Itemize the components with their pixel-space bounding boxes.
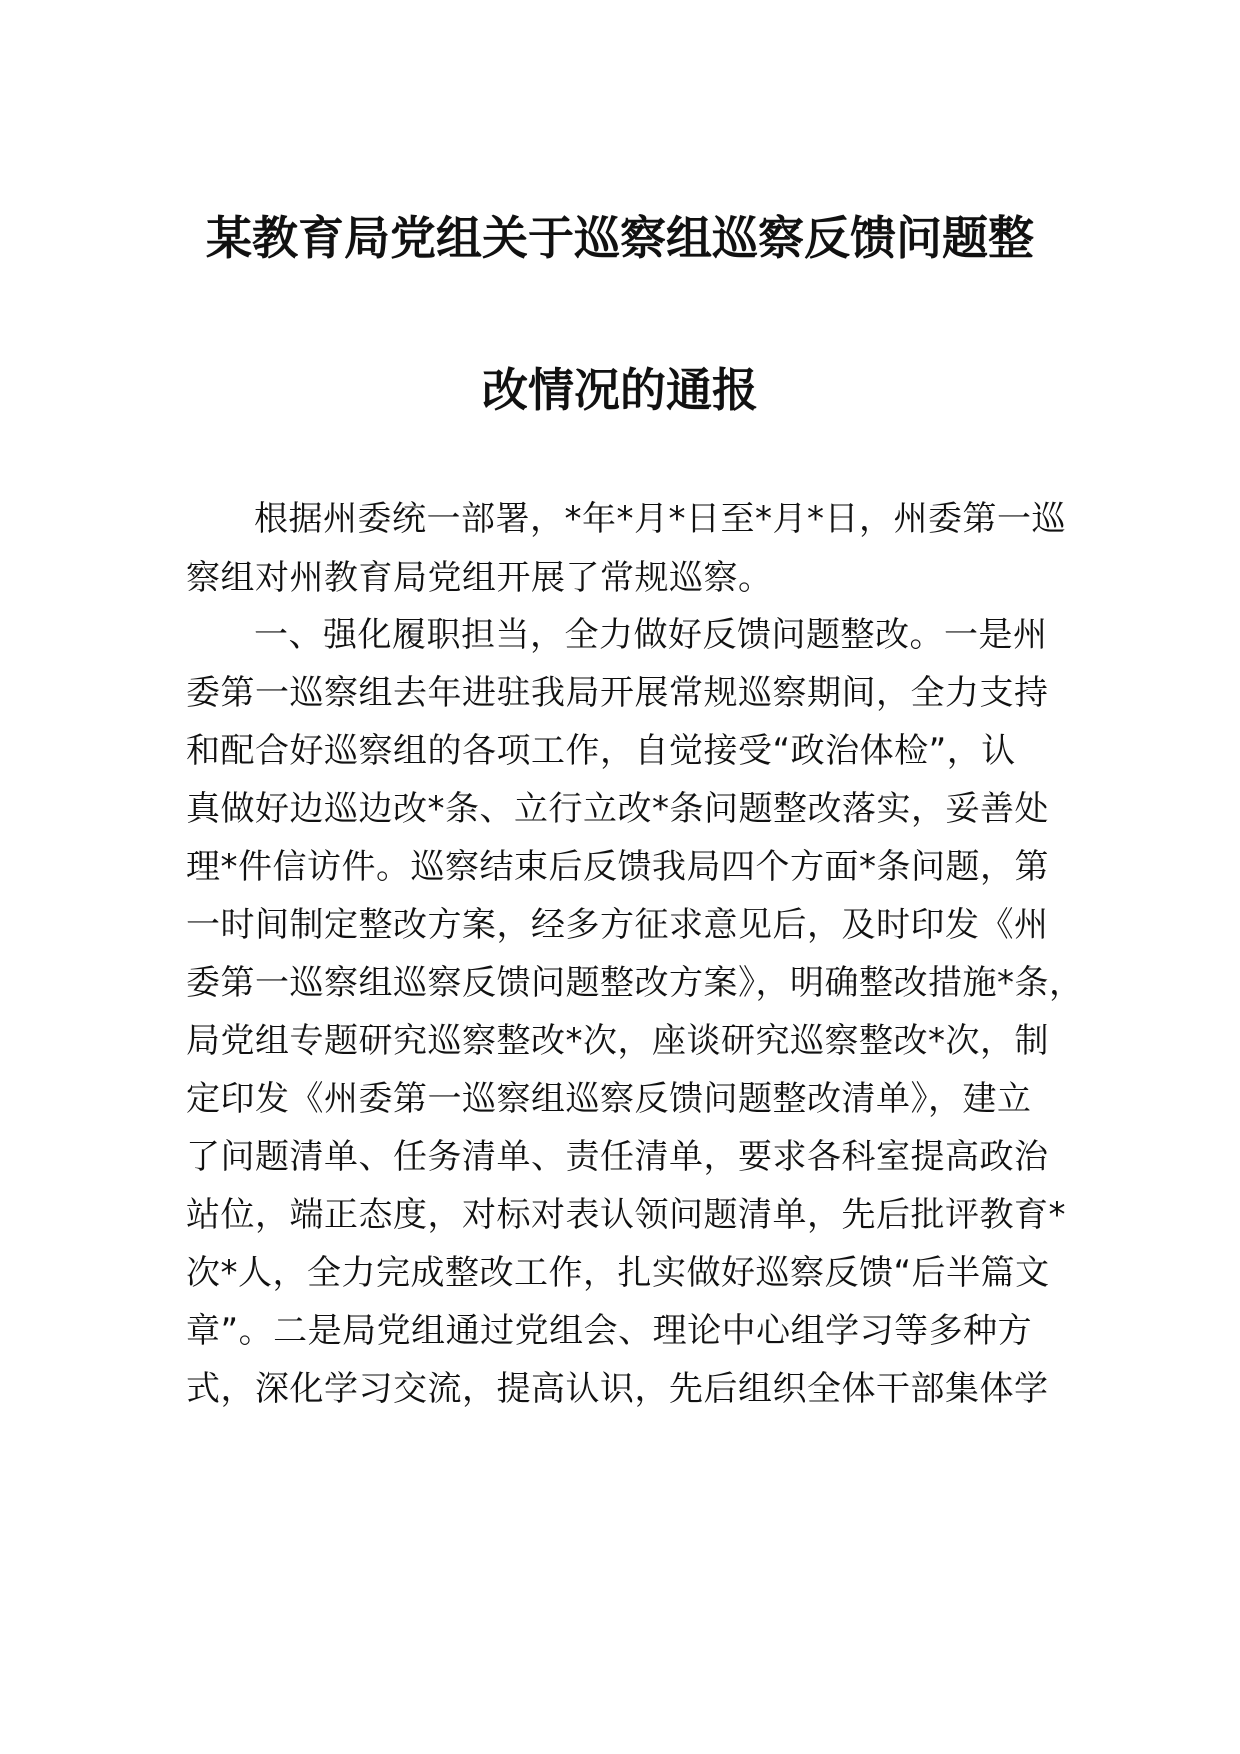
paragraph-line: 和配合好巡察组的各项工作，自觉接受“政治体检”，认 (186, 731, 1016, 771)
paragraph-line: 式，深化学习交流，提高认识，先后组织全体干部集体学 (186, 1369, 1049, 1409)
paragraph-line: 委第一巡察组去年进驻我局开展常规巡察期间，全力支持 (186, 673, 1049, 713)
paragraph-line: 次*人，全力完成整改工作，扎实做好巡察反馈“后半篇文 (186, 1253, 1050, 1293)
paragraph-line: 局党组专题研究巡察整改*次，座谈研究巡察整改*次，制 (186, 1021, 1049, 1061)
paragraph-line: 定印发《州委第一巡察组巡察反馈问题整改清单》，建立 (186, 1079, 1032, 1119)
paragraph-line: 章”。二是局党组通过党组会、理论中心组学习等多种方 (186, 1311, 1033, 1351)
paragraph-line: 站位，端正态度，对标对表认领问题清单，先后批评教育* (186, 1195, 1066, 1235)
document-title-line-2: 改情况的通报 (482, 363, 758, 417)
paragraph-line: 委第一巡察组巡察反馈问题整改方案》，明确整改措施*条， (186, 963, 1084, 1003)
paragraph-line: 察组对州教育局党组开展了常规巡察。 (186, 558, 773, 598)
paragraph-line: 了问题清单、任务清单、责任清单，要求各科室提高政治 (186, 1137, 1049, 1177)
paragraph-line: 理*件信访件。巡察结束后反馈我局四个方面*条问题，第 (186, 847, 1049, 887)
paragraph-line: 真做好边巡边改*条、立行立改*条问题整改落实，妥善处 (186, 789, 1049, 829)
paragraph-line: 一、强化履职担当，全力做好反馈问题整改。一是州 (254, 615, 1048, 655)
document-title-line-1: 某教育局党组关于巡察组巡察反馈问题整 (206, 211, 1034, 265)
paragraph-line: 一时间制定整改方案，经多方征求意见后，及时印发《州 (186, 905, 1049, 945)
paragraph-line: 根据州委统一部署，*年*月*日至*月*日，州委第一巡 (254, 499, 1066, 539)
